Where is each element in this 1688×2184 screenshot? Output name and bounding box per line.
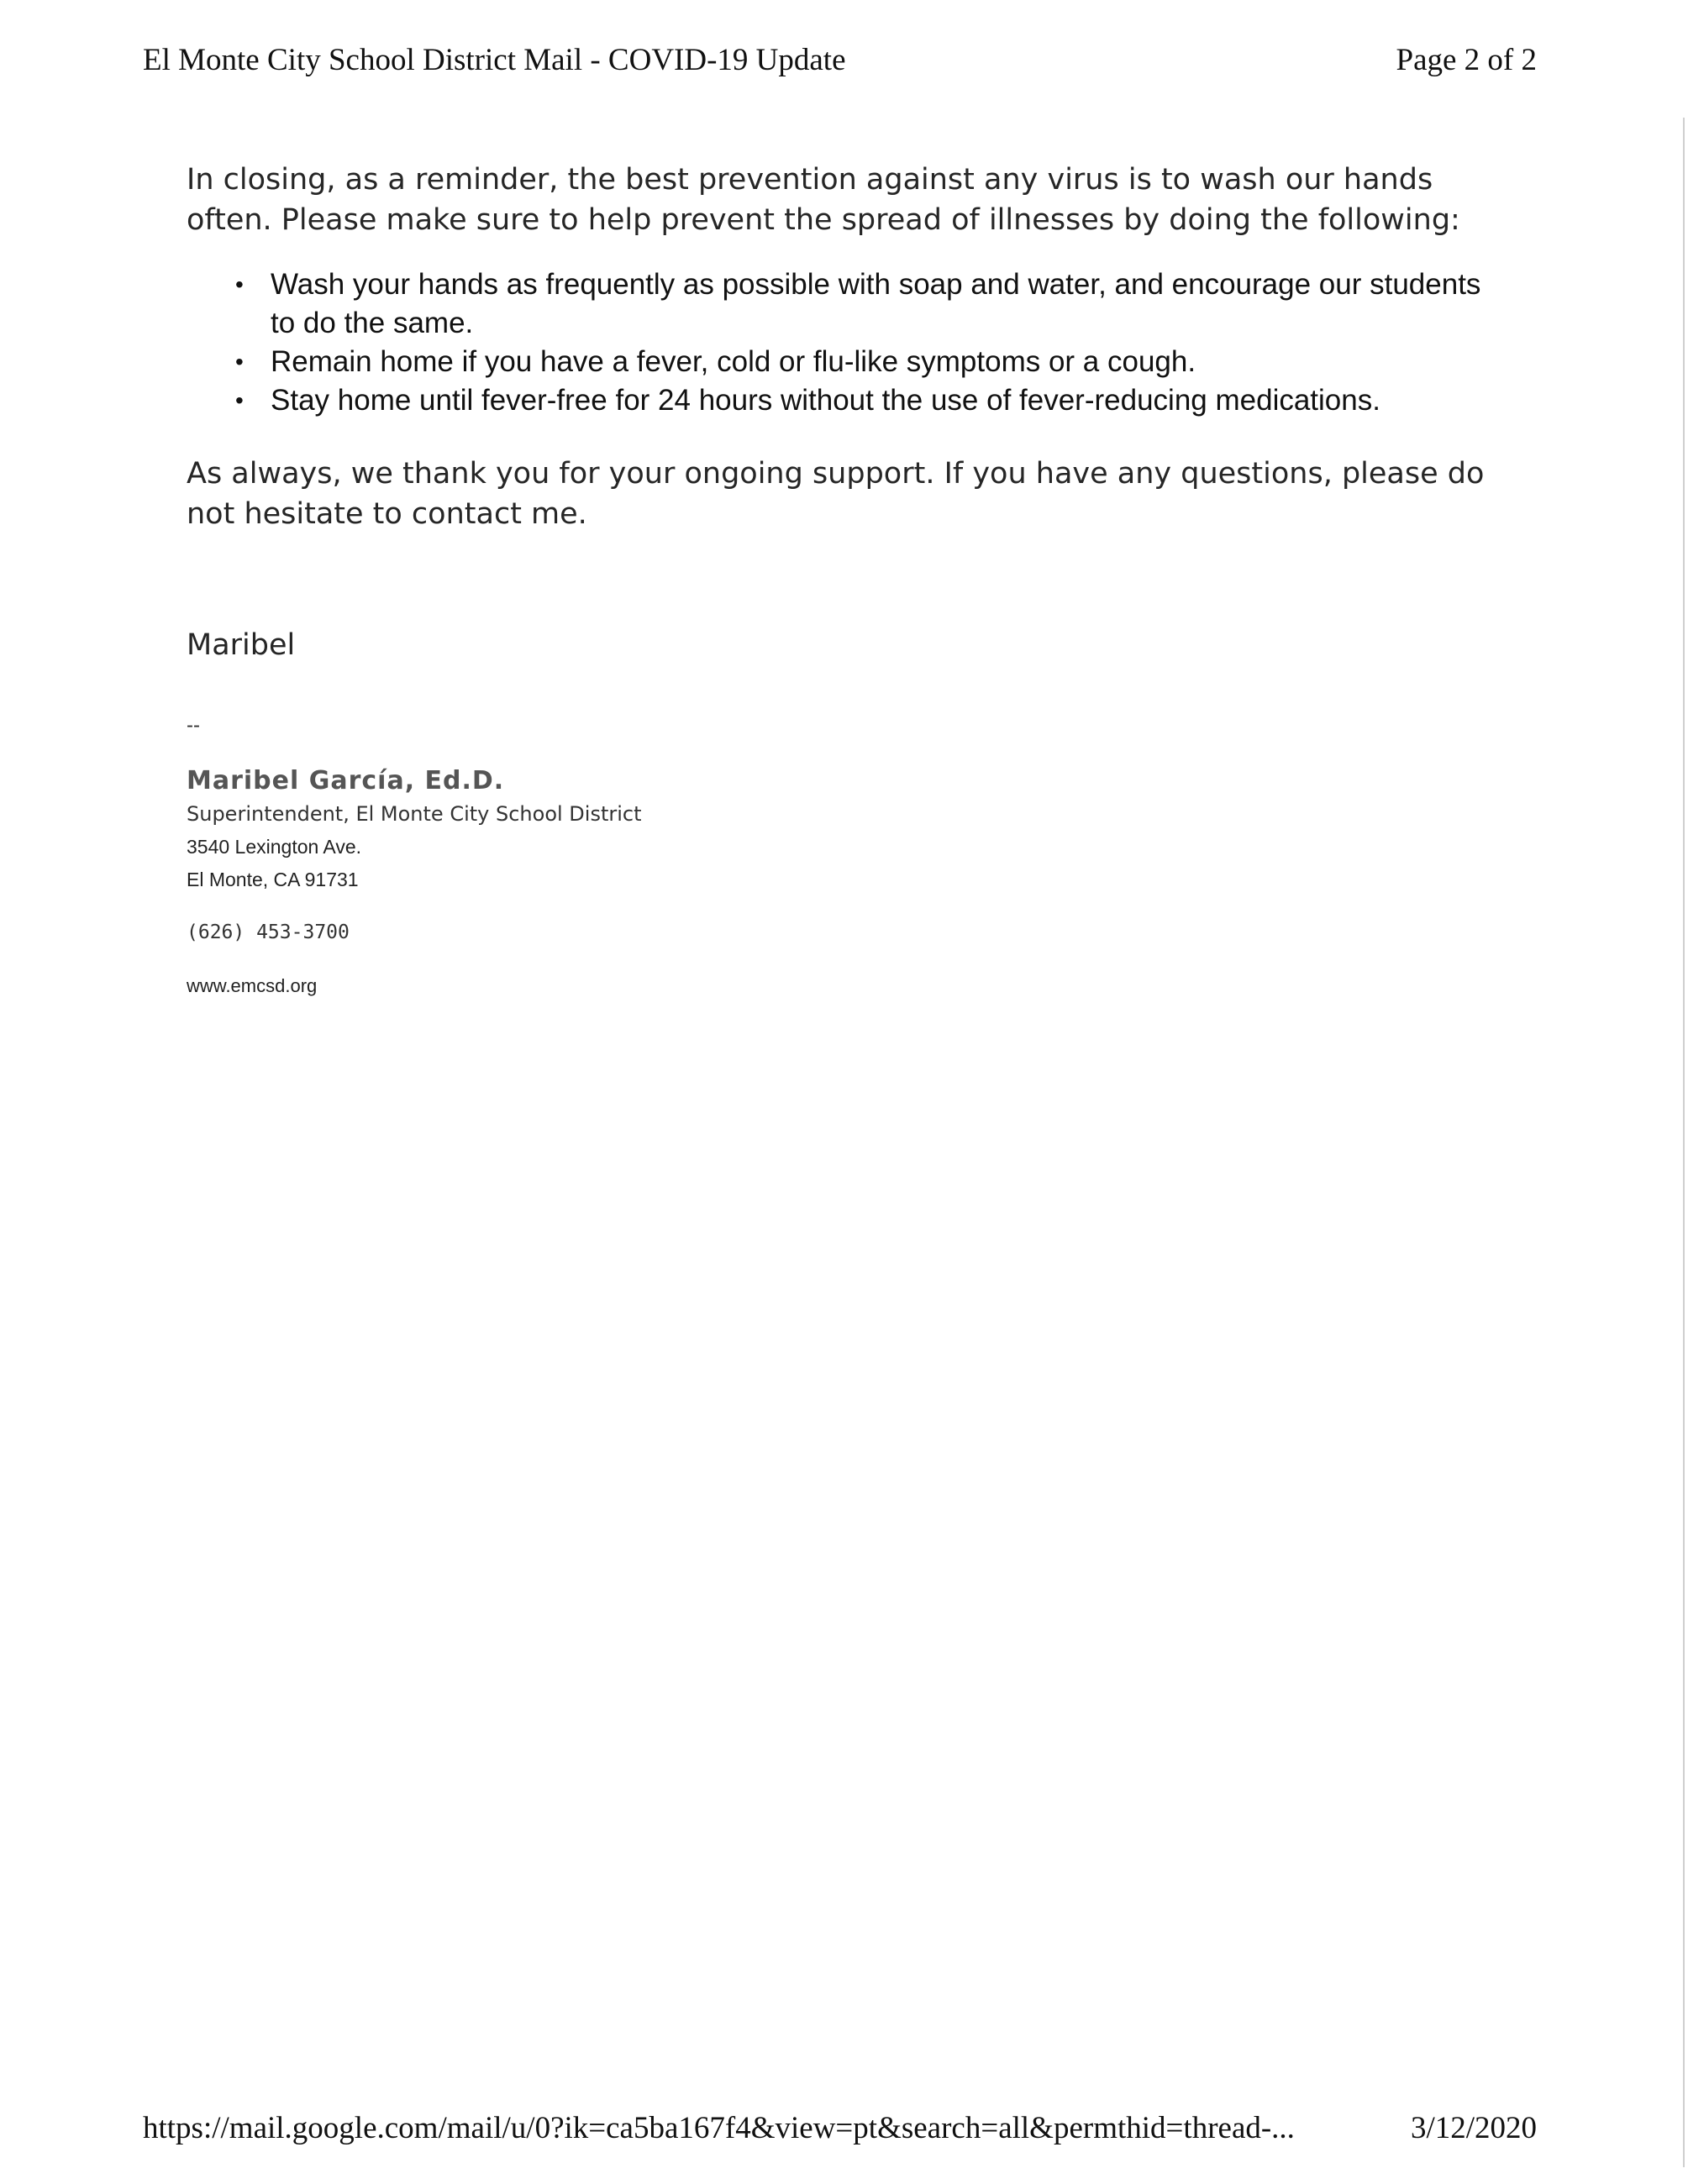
list-item — [235, 343, 1497, 381]
signature-name: Maribel García, Ed.D. — [187, 766, 505, 795]
list-item — [235, 381, 1497, 420]
signature-title: Superintendent, El Monte City School District — [187, 802, 642, 826]
signature-address-line2: El Monte, CA 91731 — [187, 869, 359, 890]
email-title: El Monte City School District Mail - COVID-19 Update — [143, 43, 846, 77]
email-body — [187, 160, 1497, 997]
footer-url: https://mail.google.com/mail/u/0?ik=ca5ba167f4&view=pt&search=all&permthid=thread-... — [143, 2111, 1295, 2145]
page-number: Page 2 of 2 — [1396, 43, 1537, 77]
list-item-text: Remain home if you have a fever, cold or flu-like symptoms or a cough. — [271, 345, 1196, 378]
list-item — [235, 265, 1497, 343]
closing-paragraph: As always, we thank you for your ongoing support. If you have any questions, please do not hesitate to contact me. — [187, 457, 1485, 531]
bullet-icon: • — [235, 387, 244, 413]
signoff: Maribel — [187, 628, 296, 662]
list-item-text: Wash your hands as frequently as possible with soap and water, and encourage our students to do the same. — [271, 268, 1481, 339]
scan-edge-divider — [1683, 118, 1685, 2167]
signature-website-link[interactable]: www.emcsd.org — [187, 975, 318, 996]
signature-phone: (626) 453-3700 — [187, 921, 350, 943]
list-item-text: Stay home until fever-free for 24 hours without the use of fever-reducing medications. — [271, 384, 1380, 417]
prevention-list — [187, 265, 1497, 420]
bullet-icon: • — [235, 349, 244, 375]
signature-address-line1: 3540 Lexington Ave. — [187, 836, 362, 858]
print-footer — [143, 2110, 1537, 2146]
intro-paragraph: In closing, as a reminder, the best prevention against any virus is to wash our hands often. Please make sure to help prevent the spread of illnesses by doing the following: — [187, 163, 1460, 237]
signature-separator: -- — [187, 714, 200, 737]
footer-date: 3/12/2020 — [1410, 2111, 1537, 2145]
print-header — [143, 42, 1537, 78]
bullet-icon: • — [235, 271, 244, 297]
